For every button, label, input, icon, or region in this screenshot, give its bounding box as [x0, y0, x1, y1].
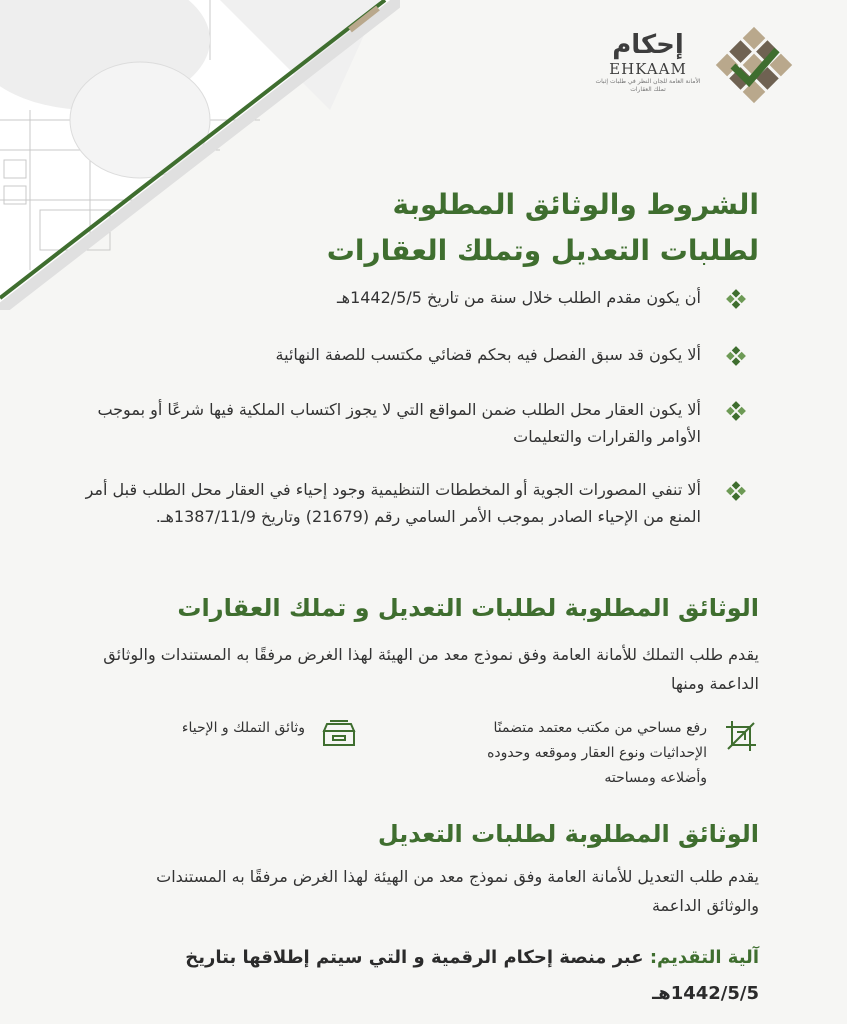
diamond-pattern-icon — [725, 345, 747, 367]
amendment-section-title: الوثائق المطلوبة لطلبات التعديل — [377, 820, 759, 848]
main-title-line1: الشروط والوثائق المطلوبة — [392, 188, 759, 221]
condition-text: ألا يكون قد سبق الفصل فيه بحكم قضائي مكتسب للصفة النهائية — [275, 345, 701, 364]
document-item — [97, 716, 357, 741]
survey-crop-icon — [723, 718, 759, 754]
condition-item — [61, 476, 747, 530]
diamond-pattern-icon — [725, 400, 747, 422]
main-title — [327, 182, 759, 274]
logo-english: EHKAAM — [609, 60, 687, 78]
amendment-section-paragraph: يقدم طلب التعديل للأمانة العامة وفق نموذج معد من الهيئة لهذا الغرض مرفقًا به المستندات والوثائق الداعمة — [156, 867, 759, 915]
condition-item — [61, 396, 747, 450]
document-text: رفع مساحي من مكتب معتمد متضمنًا الإحداثيات ونوع العقار وموقعه وحدوده وأضلاعه ومساحته — [487, 720, 707, 786]
file-box-icon — [321, 718, 357, 748]
ownership-section-title: الوثائق المطلوبة لطلبات التعديل و تملك العقارات — [177, 594, 759, 622]
condition-item — [61, 341, 747, 368]
document-item — [439, 716, 759, 791]
condition-item — [61, 284, 747, 311]
application-mechanism — [99, 940, 759, 1012]
condition-text: ألا يكون العقار محل الطلب ضمن المواقع التي لا يجوز اكتساب الملكية فيها شرعًا أو بموجب الأوامر والقرارات والتعليمات — [97, 400, 701, 446]
logo-subtitle: الأمانة العامة للجان النظر في طلبات إثبات تملك العقارات — [595, 78, 701, 93]
required-documents — [99, 716, 759, 796]
condition-text: أن يكون مقدم الطلب خلال سنة من تاريخ 1442/5/5هـ — [336, 288, 701, 307]
condition-text: ألا تنفي المصورات الجوية أو المخططات التنظيمية وجود إحياء في العقار محل الطلب قبل أمر المنع من الإحياء الصادر بموجب الأمر السامي رقم (21679) وتاريخ 1387/11/9هـ. — [85, 480, 701, 526]
main-title-line2: لطلبات التعديل وتملك العقارات — [326, 234, 759, 267]
logo-arabic: إحكام — [612, 30, 684, 60]
ehkaam-logo-mark-icon — [713, 24, 795, 106]
logo-text — [593, 30, 703, 94]
ownership-section-paragraph: يقدم طلب التملك للأمانة العامة وفق نموذج معد من الهيئة لهذا الغرض مرفقًا به المستندات والوثائق الداعمة ومنها — [103, 645, 759, 693]
diamond-pattern-icon — [725, 480, 747, 502]
application-label: آلية التقديم: — [649, 947, 759, 968]
diamond-pattern-icon — [725, 288, 747, 310]
ehkaam-logo — [595, 24, 795, 114]
application-value: عبر منصة إحكام الرقمية و التي سيتم إطلاقها بتاريخ 1442/5/5هـ — [185, 947, 759, 1004]
document-text: وثائق التملك و الإحياء — [181, 720, 305, 736]
